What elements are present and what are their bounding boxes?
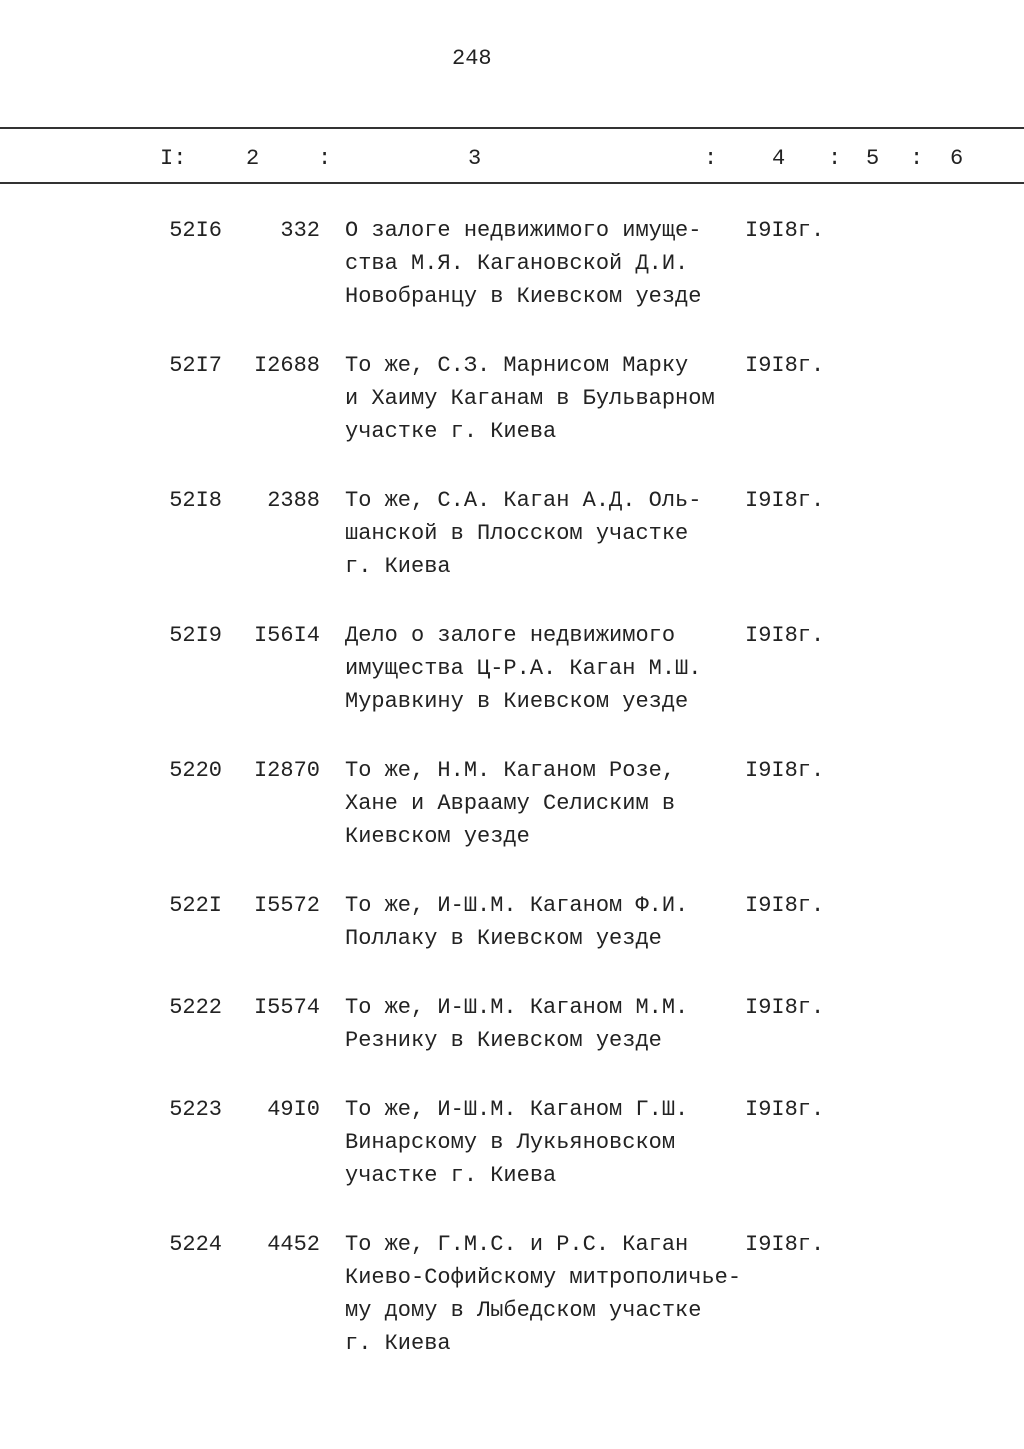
description-line: Киево-Софийскому митрополичье- (345, 1265, 742, 1290)
entry-description (345, 991, 745, 1057)
separator: : (828, 146, 842, 171)
entry-year: I9I8г. (745, 218, 825, 243)
description-line: шанской в Плосском участке (345, 521, 689, 546)
entry-reference: 332 (280, 218, 320, 243)
description-line: Резнику в Киевском уезде (345, 1028, 662, 1053)
entry-reference: I2870 (253, 758, 320, 783)
entry-number: 52I9 (169, 623, 222, 648)
description-line: имущества Ц-Р.А. Каган М.Ш. (345, 656, 702, 681)
col5-header: 5 (866, 146, 880, 171)
entry-reference: I5574 (253, 995, 320, 1020)
description-line: То же, И-Ш.М. Каганом М.М. (345, 995, 689, 1020)
description-line: му дому в Лыбедском участке (345, 1298, 702, 1323)
description-line: Киевском уезде (345, 824, 530, 849)
col2-header: 2 (246, 146, 260, 171)
description-line: Новобранцу в Киевском уезде (345, 284, 702, 309)
description-line: и Хаиму Каганам в Бульварном (345, 386, 715, 411)
entry-description (345, 619, 745, 718)
col4-header: 4 (772, 146, 786, 171)
entry-year: I9I8г. (745, 1097, 825, 1122)
entry-number: 5224 (169, 1232, 222, 1257)
description-line: То же, Н.М. Каганом Розе, (345, 758, 676, 783)
description-line: То же, Г.М.С. и Р.С. Каган (345, 1232, 689, 1257)
entry-row (0, 991, 1024, 1057)
description-line: То же, С.А. Каган А.Д. Оль- (345, 488, 702, 513)
description-line: Поллаку в Киевском уезде (345, 926, 662, 951)
column-header (0, 146, 1024, 176)
entry-row (0, 349, 1024, 448)
entry-reference: 2388 (267, 488, 320, 513)
entry-year: I9I8г. (745, 758, 825, 783)
col1-header: I: (160, 146, 187, 171)
entry-reference: 4452 (267, 1232, 320, 1257)
col6-header: 6 (950, 146, 964, 171)
col3-header: 3 (468, 146, 482, 171)
entry-description (345, 754, 745, 853)
entry-description (345, 1093, 745, 1192)
entry-number: 5220 (169, 758, 222, 783)
entry-row (0, 754, 1024, 853)
description-line: ства М.Я. Кагановской Д.И. (345, 251, 689, 276)
entry-year: I9I8г. (745, 353, 825, 378)
description-line: То же, С.З. Марнисом Марку (345, 353, 689, 378)
entry-number: 52I7 (169, 353, 222, 378)
entry-description (345, 889, 745, 955)
entry-row (0, 889, 1024, 955)
entries-list (0, 214, 1024, 1396)
entry-year: I9I8г. (745, 488, 825, 513)
entry-row (0, 484, 1024, 583)
description-line: То же, И-Ш.М. Каганом Ф.И. (345, 893, 689, 918)
entry-row (0, 619, 1024, 718)
entry-reference: I56I4 (253, 623, 320, 648)
description-line: Муравкину в Киевском уезде (345, 689, 689, 714)
entry-year: I9I8г. (745, 623, 825, 648)
entry-reference: 49I0 (267, 1097, 320, 1122)
entry-year: I9I8г. (745, 1232, 825, 1257)
description-line: О залоге недвижимого имуще- (345, 218, 702, 243)
separator: : (318, 146, 332, 171)
page-number: 248 (452, 46, 492, 71)
entry-description (345, 214, 745, 313)
entry-reference: I5572 (253, 893, 320, 918)
description-line: участке г. Киева (345, 419, 557, 444)
entry-number: 52I8 (169, 488, 222, 513)
entry-description (345, 484, 745, 583)
top-rule (0, 127, 1024, 129)
entry-year: I9I8г. (745, 995, 825, 1020)
description-line: участке г. Киева (345, 1163, 557, 1188)
header-rule (0, 182, 1024, 184)
description-line: Винарскому в Лукьяновском (345, 1130, 676, 1155)
description-line: Хане и Аврааму Селиским в (345, 791, 676, 816)
separator: : (910, 146, 924, 171)
separator: : (704, 146, 718, 171)
description-line: То же, И-Ш.М. Каганом Г.Ш. (345, 1097, 689, 1122)
entry-reference: I2688 (253, 353, 320, 378)
entry-number: 5222 (169, 995, 222, 1020)
entry-number: 5223 (169, 1097, 222, 1122)
description-line: Дело о залоге недвижимого (345, 623, 676, 648)
entry-number: 52I6 (169, 218, 222, 243)
entry-year: I9I8г. (745, 893, 825, 918)
description-line: г. Киева (345, 554, 451, 579)
entry-description (345, 1228, 745, 1360)
entry-row (0, 1228, 1024, 1360)
entry-row (0, 1093, 1024, 1192)
entry-row (0, 214, 1024, 313)
entry-number: 522I (169, 893, 222, 918)
entry-description (345, 349, 745, 448)
description-line: г. Киева (345, 1331, 451, 1356)
